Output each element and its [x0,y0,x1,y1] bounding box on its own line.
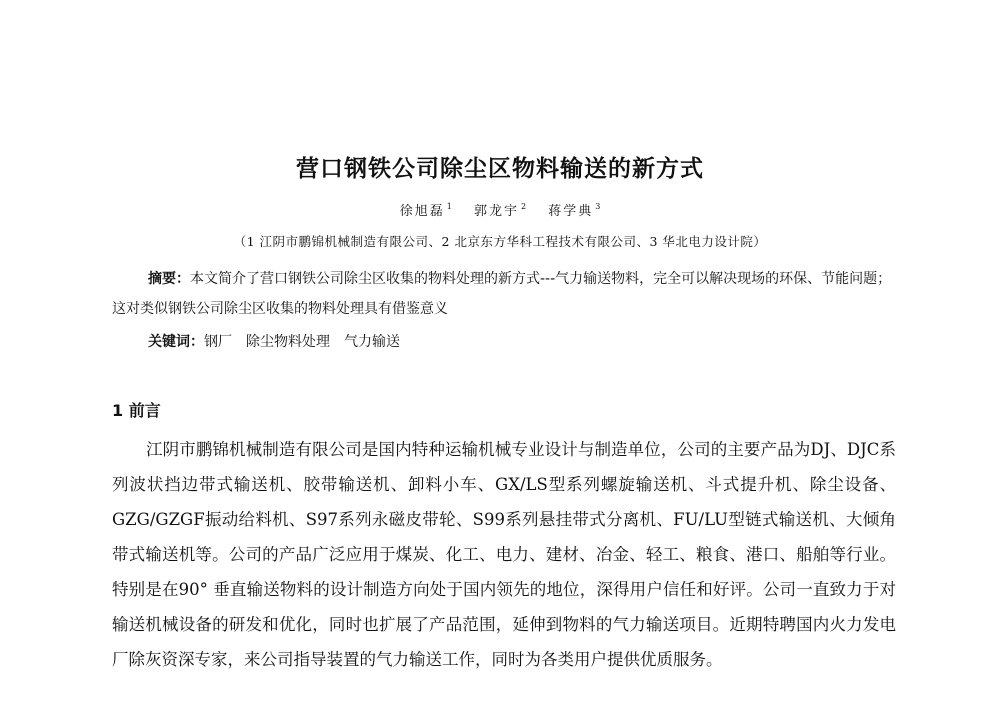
abstract [112,264,894,324]
keyword: 气力输送 [344,334,400,350]
author-name: 徐旭磊 [399,204,445,219]
author [548,204,600,219]
keyword: 钢厂 [204,334,232,350]
author [474,204,526,219]
author-name: 郭龙宇 [473,204,519,219]
author [400,204,452,219]
author-affiliation-mark: 1 [446,202,452,211]
body-paragraph: 江阴市鹏锦机械制造有限公司是国内特种运输机械专业设计与制造单位，公司的主要产品为DJ、DJC系列波状挡边带式输送机、胶带输送机、卸料小车、GX/LS型系列螺旋输送机、斗式提升机、除尘设备、GZG/GZGF振动给料机、S97系列永磁皮带轮、S99系列悬挂带式分离机、FU/LU型链式输送机、大倾角带式输送机等。公司的产品广泛应用于煤炭、化工、电力、建材、冶金、轻工、粮食、港口、船舶等行业。特别是在90° 垂直输送物料的设计制造方向处于国内领先的地位，深得用户信任和好评。公司一直致力于对输送机械设备的研发和优化，同时也扩展了产品范围，延伸到物料的气力输送项目。近期特聘国内火力发电厂除灰资深专家，来公司指导装置的气力输送工作，同时为各类用户提供优质服务。 [112,440,896,669]
abstract-label: 摘要： [148,271,190,287]
keywords [112,327,894,357]
author-affiliation-mark: 2 [520,202,527,211]
keywords-label: 关键词： [148,334,204,350]
abstract-text: 本文简介了营口钢铁公司除尘区收集的物料处理的新方式---气力输送物料，完全可以解决现场的环保、节能问题；这对类似钢铁公司除尘区收集的物料处理具有借鉴意义 [112,271,892,317]
paper-title: 营口钢铁公司除尘区物料输送的新方式 [296,156,704,182]
affiliations: （1 江阴市鹏锦机械制造有限公司、2 北京东方华科工程技术有限公司、3 华北电力设计院） [233,234,767,249]
section-heading: 1 前言 [112,401,161,420]
author-affiliation-mark: 3 [595,202,601,211]
author-list [0,200,1000,219]
keyword: 除尘物料处理 [246,334,330,350]
author-name: 蒋学典 [548,204,594,219]
